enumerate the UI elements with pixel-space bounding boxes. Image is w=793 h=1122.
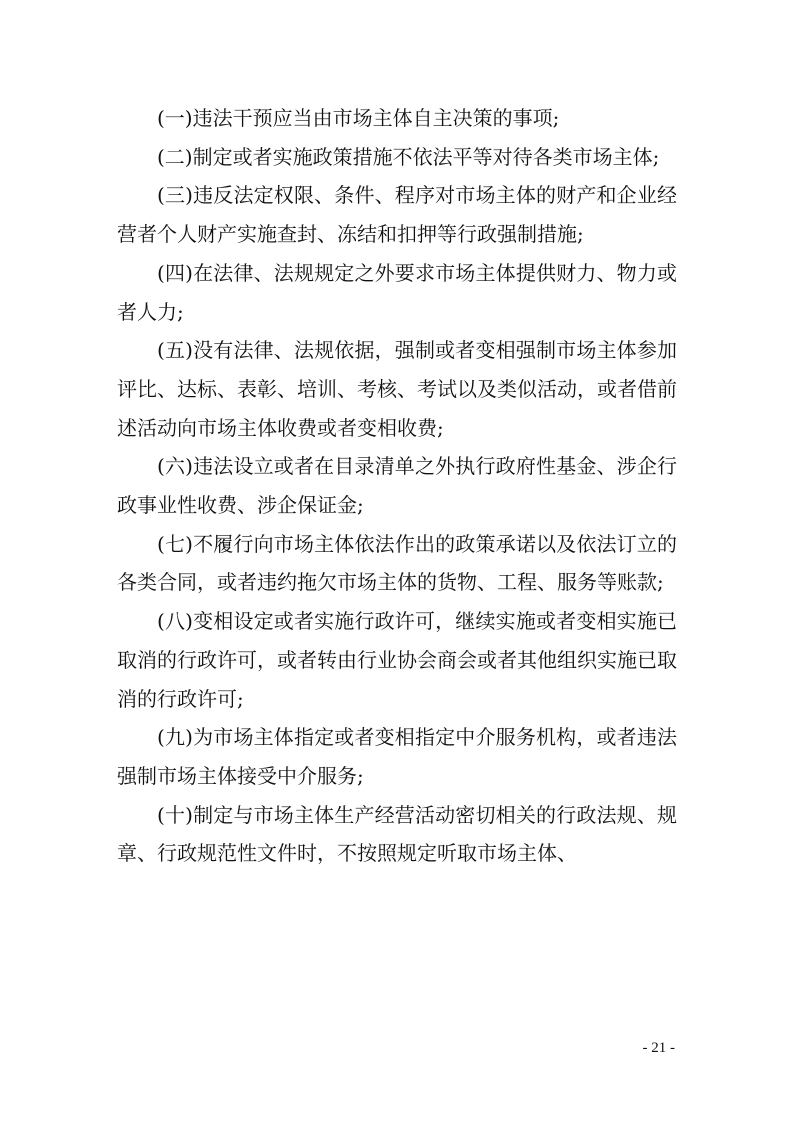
paragraph-item-1: (一)违法干预应当由市场主体自主决策的事项; (157, 106, 560, 130)
paragraph-item-2: (二)制定或者实施政策措施不依法平等对待各类市场主体; (157, 144, 660, 169)
paragraph-item-8: (八)变相设定或者实施行政许可，继续实施或者变相实施已取消的行政许可，或者转由行业协会商会或者其他组织实施已取消的行政许可; (117, 609, 677, 711)
page-number: - 21 - (642, 1040, 675, 1056)
paragraph-item-5: (五)没有法律、法规依据，强制或者变相强制市场主体参加评比、达标、表彰、培训、考核、考试以及类似活动，或者借前述活动向市场主体收费或者变相收费; (117, 338, 677, 440)
paragraph-item-9: (九)为市场主体指定或者变相指定中介服务机构，或者违法强制市场主体接受中介服务; (117, 725, 677, 788)
paragraph-item-7: (七)不履行向市场主体依法作出的政策承诺以及依法订立的各类合同，或者违约拖欠市场主体的货物、工程、服务等账款; (117, 531, 677, 595)
paragraph-item-10: (十)制定与市场主体生产经营活动密切相关的行政法规、规章、行政规范性文件时，不按照规定听取市场主体、 (117, 802, 677, 866)
document-body (117, 99, 677, 873)
paragraph-item-4: (四)在法律、法规规定之外要求市场主体提供财力、物力或者人力; (117, 260, 677, 324)
paragraph-item-6: (六)违法设立或者在目录清单之外执行政府性基金、涉企行政事业性收费、涉企保证金; (117, 454, 677, 518)
paragraph-item-3: (三)违反法定权限、条件、程序对市场主体的财产和企业经营者个人财产实施查封、冻结和扣押等行政强制措施; (117, 183, 677, 247)
